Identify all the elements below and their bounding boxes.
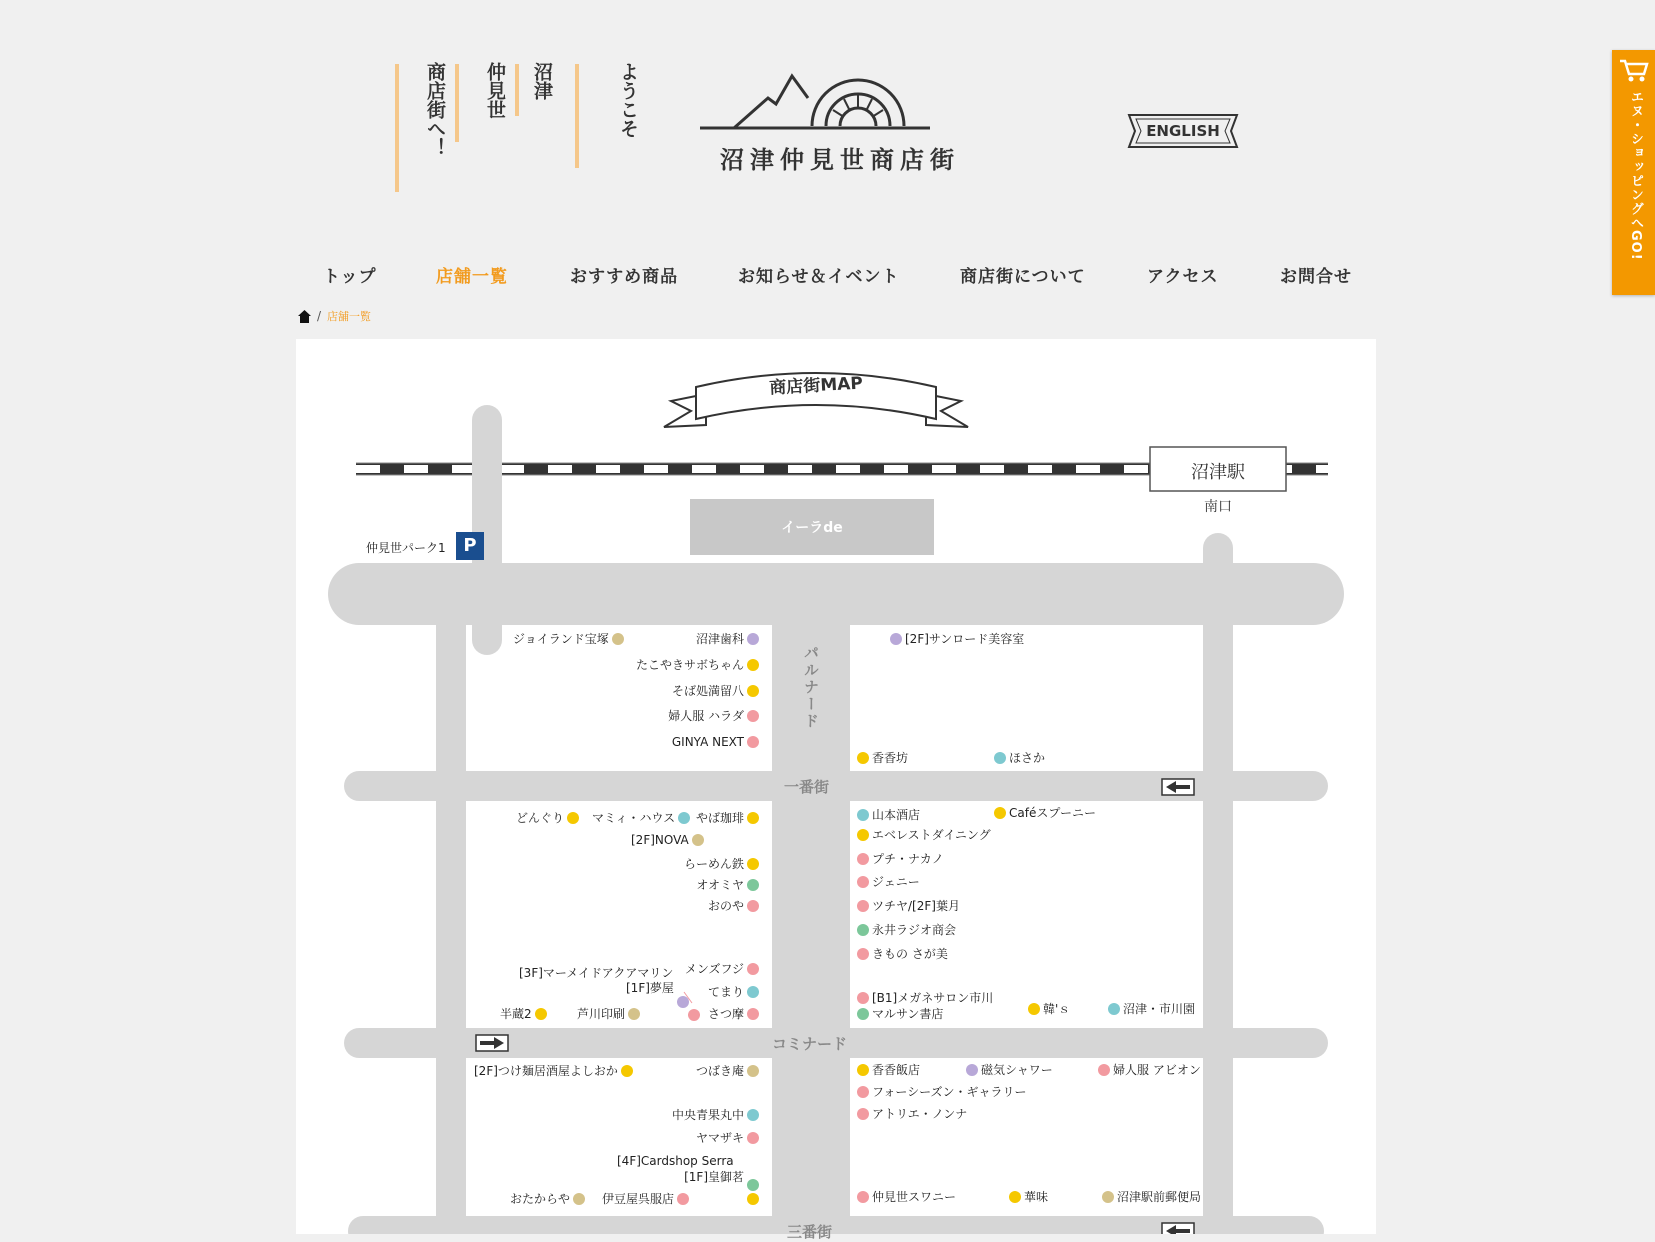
shop-item[interactable]: [2F]サンロード美容室 [890,632,1024,646]
shop-marker-dot [612,633,624,645]
shop-marker-dot [628,1008,640,1020]
shop-marker-dot [1098,1064,1110,1076]
shop-item[interactable]: [1F]皇御茗 [684,1170,759,1184]
shop-marker-dot [747,812,759,824]
shop-marker-dot [747,659,759,671]
shop-marker-dot [747,858,759,870]
greeting-text: 沼津 [531,62,553,100]
shop-item[interactable]: つばき庵 [696,1064,759,1078]
shop-item[interactable]: アトリエ・ノンナ [857,1107,967,1121]
shop-marker-dot [747,1179,759,1191]
shop-item[interactable]: [3F]マーメイドアクアマリン [519,966,674,980]
shop-item[interactable]: 中央青果丸中 [672,1108,759,1122]
station-name: 沼津駅 [1191,462,1245,483]
breadcrumb [298,308,371,324]
english-label: ENGLISH [1146,122,1220,140]
shop-marker-dot [678,812,690,824]
nav-top[interactable]: トップ [323,267,377,287]
shop-item[interactable]: きもの さが美 [857,947,948,961]
road-label-ichibangai: 一番街 [784,778,830,796]
shop-item[interactable]: フォーシーズン・ギャラリー [857,1085,1027,1099]
shop-marker-dot [747,1065,759,1077]
shop-item[interactable]: ヤマザキ [696,1131,759,1145]
shop-marker-dot [890,633,902,645]
shop-marker-dot [857,900,869,912]
shop-item[interactable]: [4F]Cardshop Serra [617,1154,734,1168]
shop-marker-dot [747,900,759,912]
shop-item[interactable]: マルサン書店 [857,1007,943,1021]
shop-marker-dot [1009,1191,1021,1203]
map-banner-title: 商店街MAP [768,373,864,399]
shop-item[interactable]: ツチヤ/[2F]葉月 [857,899,960,913]
shop-item[interactable]: 香香飯店 [857,1063,920,1077]
shop-marker-dot [747,879,759,891]
breadcrumb-separator: / [317,309,322,323]
shop-item[interactable]: [2F]つけ麺居酒屋よしおか [474,1064,633,1078]
shop-marker-dot [677,996,689,1008]
road-label-sanbangai: 三番街 [787,1223,833,1241]
shop-item[interactable]: 香香坊 [857,751,908,765]
shop-marker-dot [535,1008,547,1020]
shop-item[interactable]: ほさか [994,751,1045,765]
shop-item[interactable]: メンズフジ [685,962,759,976]
shop-marker-dot [621,1065,633,1077]
parking-label: 仲見世パーク1 [366,541,446,555]
shop-item[interactable]: 婦人服 ハラダ [668,709,759,723]
shop-marker-dot [857,924,869,936]
shop-item[interactable]: 芦川印刷 [577,1007,640,1021]
one-way-arrow [1162,779,1194,795]
shop-item[interactable]: 仲見世スワニー [857,1190,956,1204]
shop-marker-dot [747,1193,759,1205]
shop-marker-dot [857,853,869,865]
shop-marker-dot [747,1109,759,1121]
shop-marker-dot [857,1064,869,1076]
greeting-text: 商店街へ！ [424,62,446,157]
shop-item[interactable]: ジェニー [857,875,920,889]
shop-marker-dot [994,752,1006,764]
shop-marker-dot [567,812,579,824]
shop-item[interactable]: 永井ラジオ商会 [857,923,956,937]
shop-item[interactable]: たこやきサボちゃん [636,658,759,672]
building-label: イーラde [781,520,843,536]
shop-item[interactable]: オオミヤ [696,878,759,892]
parking-icon-label: P [463,535,477,556]
shop-marker-dot [747,986,759,998]
nav-access[interactable]: アクセス [1147,267,1219,287]
shop-marker-dot [857,992,869,1004]
shop-item[interactable]: おたからや [510,1192,585,1206]
nav-about[interactable]: 商店街について [960,267,1086,287]
shop-marker-dot [857,1108,869,1120]
nav-shop-list[interactable]: 店舗一覧 [436,267,508,287]
one-way-arrow [476,1035,508,1051]
shop-item[interactable]: らーめん鉄 [684,857,759,871]
shop-item[interactable]: 韓'ｓ [1028,1002,1070,1016]
shop-marker-dot [692,834,704,846]
shop-item[interactable]: [1F]夢屋 [626,981,689,995]
shop-item[interactable]: マミィ・ハウス [592,811,690,825]
shop-marker-dot [857,809,869,821]
shop-item[interactable]: 半蔵2 [500,1007,547,1021]
shop-marker-dot [677,1193,689,1205]
shop-marker-dot [747,1132,759,1144]
shop-marker-dot [857,829,869,841]
greeting-text: 仲見世 [484,62,506,119]
shop-item[interactable]: 山本酒店 [857,808,920,822]
shop-item[interactable]: 伊豆屋呉服店 [602,1192,689,1206]
shop-item[interactable]: 沼津駅前郵便局 [1102,1190,1201,1204]
shop-item[interactable]: さつ摩 [708,1007,759,1021]
english-button[interactable] [1127,114,1239,148]
cart-icon [1619,58,1649,84]
shop-marker-dot [857,1191,869,1203]
shop-item[interactable]: [B1]メガネサロン市川 [857,991,993,1005]
shop-item[interactable]: Caféスプーニー [994,806,1096,820]
shop-item[interactable]: 磁気シャワー [966,1063,1053,1077]
shop-marker-dot [994,807,1006,819]
shop-item[interactable]: てまり [708,985,759,999]
shop-marker-dot [857,876,869,888]
side-banner-label: エヌ・ショッピングへGO! [1628,90,1643,261]
greeting-line-1 [576,62,680,138]
shop-item[interactable]: 華味 [1009,1190,1048,1204]
shop-item[interactable]: GINYA NEXT [672,735,759,749]
shop-item[interactable]: プチ・ナカノ [857,852,944,866]
shop-marker-dot [857,1008,869,1020]
shop-marker-dot [1102,1191,1114,1203]
main-nav [0,262,1400,290]
shop-map-panel [296,339,1376,1241]
breadcrumb-current: 店舗一覧 [327,310,372,323]
shop-marker-dot [857,1086,869,1098]
shop-marker-dot [747,685,759,697]
station-exit: 南口 [1204,499,1232,515]
shop-item[interactable]: どんぐり [516,811,579,825]
road-label-cominard: コミナード [772,1035,848,1053]
shop-marker-dot [573,1193,585,1205]
shop-marker-dot [857,948,869,960]
shop-item[interactable]: やば珈琲 [696,811,759,825]
road-label-parnard: パルナード [802,645,820,730]
shop-marker-dot [966,1064,978,1076]
greeting-text: ようこそ [617,62,639,138]
shop-marker-dot [747,736,759,748]
home-icon[interactable] [298,310,311,323]
shop-marker-dot [857,752,869,764]
nav-news-events[interactable]: お知らせ＆イベント [738,267,900,287]
shop-item[interactable]: そば処満留八 [672,684,759,698]
shopping-side-banner[interactable] [1612,50,1655,295]
shop-item[interactable]: 沼津・市川園 [1108,1002,1195,1016]
nav-recommended[interactable]: おすすめ商品 [570,267,679,287]
shop-marker-dot [747,710,759,722]
shop-marker-dot [688,1009,700,1021]
one-way-arrow [1162,1223,1194,1234]
shop-item[interactable]: [2F]NOVA [631,833,704,847]
shop-item[interactable]: おのや [708,899,759,913]
shop-marker-dot [747,963,759,975]
nav-contact[interactable]: お問合せ [1280,267,1352,287]
shop-marker-dot [1108,1003,1120,1015]
shop-item[interactable]: ジョイランド宝塚 [513,632,624,646]
shop-marker-dot [747,633,759,645]
shop-marker-dot [1028,1003,1040,1015]
shop-item[interactable]: エベレストダイニング [857,828,991,842]
shop-item[interactable]: 婦人服 アビオン [1098,1063,1201,1077]
logo-title[interactable]: 沼津仲見世商店街 [720,146,960,174]
greeting-line-2 [516,62,568,100]
shop-marker-dot [747,1008,759,1020]
shop-item[interactable]: 沼津歯科 [696,632,759,646]
